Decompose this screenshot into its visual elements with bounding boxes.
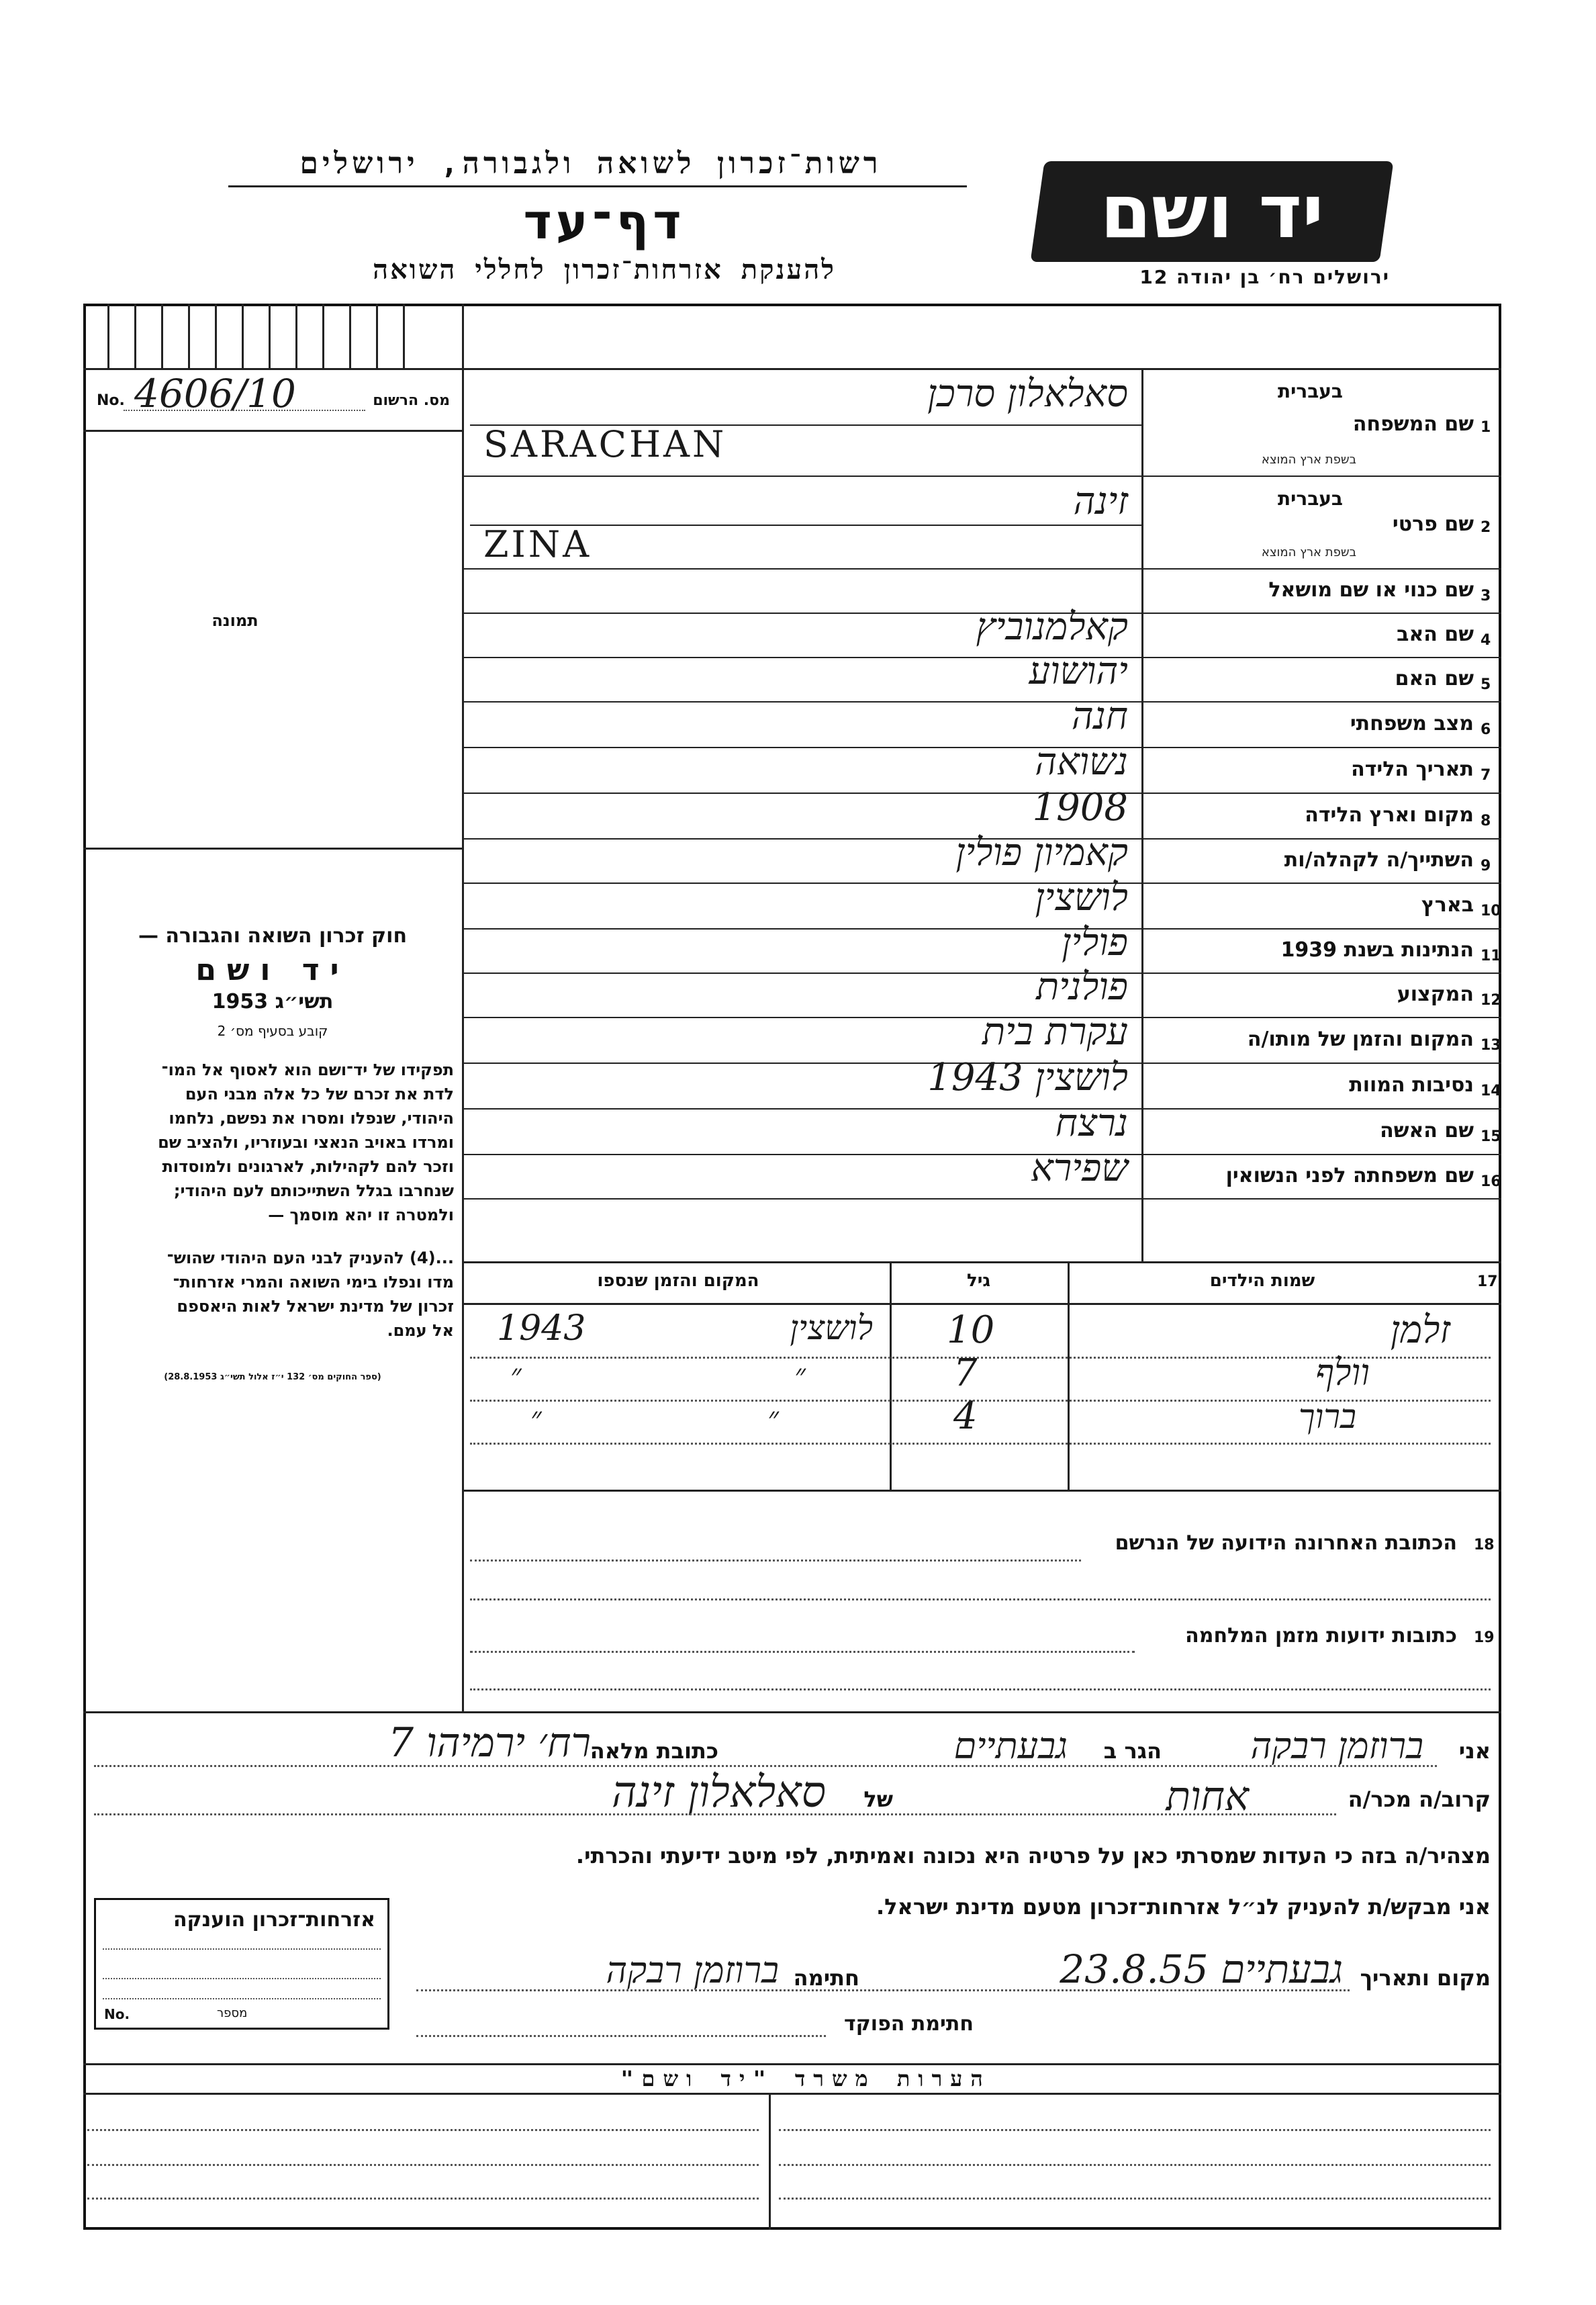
children-col-age: גיל: [966, 1271, 990, 1291]
child-place: ״: [794, 1358, 806, 1392]
field-number: 11: [1481, 948, 1501, 964]
field-label: המקום והזמן של מותו/ה: [1247, 1028, 1474, 1051]
field-label: מקום וארץ הלידה: [1305, 803, 1474, 827]
field-label: נסיבות המוות: [1349, 1073, 1474, 1097]
field-sublabel-hebrew: בעברית: [1277, 380, 1343, 402]
place-date-value: גבעתיים 23.8.55: [1060, 1946, 1343, 1992]
field-label: מצב משפחתי: [1350, 712, 1474, 735]
resident-label: הגר ב: [1103, 1738, 1162, 1764]
field-label: המקצוע: [1397, 983, 1474, 1006]
form-title: דף־עד: [523, 193, 686, 250]
full-address-label: כתובת מלאה: [590, 1738, 718, 1764]
children-col-names: שמות הילדים: [1209, 1271, 1315, 1291]
children-field-number: 17: [1477, 1273, 1498, 1290]
field-number: 5: [1481, 676, 1491, 693]
of-value: סאלאלון זינה: [611, 1768, 826, 1817]
field-number: 8: [1481, 813, 1491, 829]
registration-label-en: No.: [97, 392, 125, 409]
field-label: שם פרטי: [1392, 512, 1474, 536]
law-paragraph-2: [91, 1246, 454, 1343]
law-p1-line: וזכר להם לקהילות, לארגונים ולמוסדות: [162, 1157, 454, 1176]
field-value: זינה: [1073, 480, 1128, 523]
field-value: חנה: [1071, 694, 1128, 738]
field-number: 15: [1481, 1128, 1501, 1145]
of-label: של: [863, 1787, 893, 1812]
declarant-label: אני: [1458, 1738, 1491, 1764]
field-value: עקרת בית: [982, 1010, 1128, 1054]
field-value: פולנית: [1036, 965, 1128, 1009]
field-value: לושצין 1943: [927, 1056, 1128, 1099]
law-p2-line: ...(4) להעניק לבני העם היהודי שהוש־: [167, 1249, 454, 1267]
child-year: ״: [530, 1401, 542, 1435]
field-value: נשואה: [1035, 740, 1128, 784]
law-p1-line: ולמטרה זו יהא מוסמך —: [268, 1206, 454, 1224]
wartime-address-number: 19: [1474, 1629, 1495, 1646]
request-text: אני מבקש/ת להעניק לנ״ל אזרחות־זכרון מטעם מדינת ישראל.: [876, 1894, 1491, 1919]
law-p1-line: לדת את זכרם של כל אלה מבני העם: [185, 1085, 454, 1103]
child-name: זלמן: [1390, 1308, 1450, 1352]
field-value: 1908: [1032, 786, 1128, 829]
field-label: שם האם: [1395, 667, 1474, 690]
field-label: שם המשפחה: [1352, 412, 1474, 436]
field-number: 4: [1481, 632, 1491, 649]
field-value: יהושוע: [1029, 649, 1128, 693]
field-sublabel-hebrew: בעברית: [1277, 488, 1343, 510]
law-section: [91, 924, 454, 1382]
logo-address: ירושלים רח׳ בן יהודה 12: [1139, 266, 1390, 288]
child-age: 7: [953, 1351, 978, 1395]
logo-text: יד ושם: [1100, 169, 1324, 255]
field-value: סאלאלון סרכן: [927, 372, 1128, 416]
field-label: שם האב: [1397, 623, 1474, 646]
child-year: ״: [510, 1358, 522, 1392]
field-label: שם האשה: [1380, 1119, 1474, 1142]
citizenship-box-title: אזרחות־זכרון הוענקה: [173, 1908, 375, 1932]
last-address-line: [470, 1560, 1081, 1562]
law-p2-line: מדו ונפלו בימי השואה והמרי אזרחות־: [173, 1273, 454, 1292]
relative-label: קרוב/ה מכר/ה: [1348, 1787, 1491, 1812]
child-place: ״: [767, 1401, 779, 1435]
field-number: 16: [1481, 1173, 1501, 1190]
field-number: 2: [1481, 519, 1491, 536]
registration-value: 4606/10: [134, 371, 296, 416]
field-label: שם משפחתה לפני הנשואין: [1225, 1164, 1474, 1187]
law-title: חוק זכרון השואה והגבורה —: [138, 924, 408, 948]
child-name: ברוך: [1298, 1397, 1356, 1436]
wartime-address-label: כתובות ידועות מזמן המלחמה: [1185, 1624, 1457, 1647]
field-sublabel-origin: בשפת ארץ המוצא: [1261, 545, 1356, 559]
wartime-address-line: [470, 1651, 1135, 1653]
law-p1-line: ומרדו באויב הנאצי ובעוזריו, ולהציב שם: [158, 1133, 454, 1152]
field-value: פולין: [1062, 921, 1128, 964]
relative-value: אחות: [1166, 1773, 1249, 1820]
signature-value: ברוזמן רבקה: [606, 1949, 779, 1991]
field-number: 10: [1481, 903, 1501, 919]
field-value-original: SARACHAN: [483, 423, 727, 465]
field-label: הנתינות בשנת 1939: [1280, 938, 1474, 962]
law-p2-line: זכרון של מדינת ישראל לאות היאספם: [177, 1297, 454, 1316]
child-age: 4: [953, 1394, 978, 1438]
law-p1-line: שנחרבו בגלל השתייכותם לעם היהודי;: [173, 1181, 454, 1200]
form-subtitle: להענקת אזרחות־זכרון לחללי השואה: [373, 255, 836, 285]
law-p1-line: היהודי, שנפלו ומסרו את נפשם, נלחמו: [169, 1109, 454, 1128]
officer-signature-label: חתימת הפוקד: [844, 2012, 974, 2036]
field-label: השתייך/ה לקהלה/ות: [1284, 848, 1474, 872]
field-number: 7: [1481, 767, 1491, 784]
field-value: קאלמנוביץ: [976, 605, 1128, 649]
law-footnote: (ספר החוקים מס׳ 132 י״ז אלול תשי״ג 28.8.1953): [164, 1372, 381, 1382]
statement-text: מצהיר/ה בזה כי העדות שמסרתי כאן על פרטיה היא נכונה ואמיתית, לפי מיטב ידיעתי והכרתי.: [575, 1843, 1491, 1868]
authority-title: רשות־זכרון לשואה ולגבורה, ירושלים: [299, 146, 882, 181]
last-address-label: הכתובת האחרונה הידועה של הנרשם: [1115, 1531, 1457, 1555]
resident-value: גבעתיים: [953, 1725, 1068, 1767]
field-number: 1: [1481, 419, 1491, 436]
child-year: 1943: [497, 1308, 586, 1349]
law-p1-line: תפקידו של יד־ושם הוא לאסוף אל המו־: [161, 1060, 454, 1079]
law-paragraph-1: [91, 1058, 454, 1227]
photo-placeholder-label: תמונה: [212, 611, 259, 630]
signature-label: חתימה: [793, 1965, 859, 1991]
law-year: תשי״ג 1953: [212, 990, 334, 1013]
office-notes-title: הערות משרד "יד ושם": [620, 2066, 991, 2091]
field-label: תאריך הלידה: [1351, 758, 1474, 781]
law-clause: קובע בסעיף מס׳ 2: [217, 1023, 328, 1039]
field-number: 6: [1481, 721, 1491, 738]
field-number: 13: [1481, 1037, 1501, 1054]
field-value-original: ZINA: [483, 523, 592, 566]
full-address-value: רח׳ ירמיהו 7: [387, 1719, 591, 1766]
officer-signature-line: [416, 2035, 826, 2037]
child-name: וולף: [1315, 1351, 1370, 1394]
registration-number: [97, 371, 453, 422]
field-number: 9: [1481, 858, 1491, 874]
field-value: קאמיון פולין: [955, 831, 1128, 874]
field-value: לושצין: [1035, 876, 1128, 919]
place-date-label: מקום ותאריך: [1360, 1965, 1491, 1991]
declarant-name: ברוזמן רבקה: [1250, 1725, 1423, 1767]
field-number: 14: [1481, 1083, 1501, 1099]
law-p2-line: אל עמם.: [387, 1321, 454, 1340]
children-col-place: המקום והזמן שנספו: [597, 1271, 759, 1291]
field-value: נרצח: [1055, 1101, 1128, 1145]
citizenship-box-number-en: No.: [104, 2006, 130, 2022]
citizenship-box-number-he: מספר: [217, 2006, 248, 2020]
field-number: 3: [1481, 588, 1491, 604]
child-place: לושצין: [790, 1308, 873, 1347]
field-label: בארץ: [1421, 893, 1474, 917]
child-age: 10: [947, 1308, 995, 1352]
field-sublabel-origin: בשפת ארץ המוצא: [1261, 453, 1356, 467]
registration-label-he: מס. הרשום: [373, 392, 450, 409]
law-name: יד ושם: [195, 953, 350, 987]
yad-vashem-logo: [1030, 161, 1393, 262]
citizenship-granted-box: [94, 1898, 389, 2030]
field-value: שפירא: [1031, 1146, 1128, 1190]
field-number: 12: [1481, 992, 1501, 1009]
field-label: שם כנוי או שם מושאל: [1268, 578, 1474, 602]
last-address-number: 18: [1474, 1537, 1495, 1553]
